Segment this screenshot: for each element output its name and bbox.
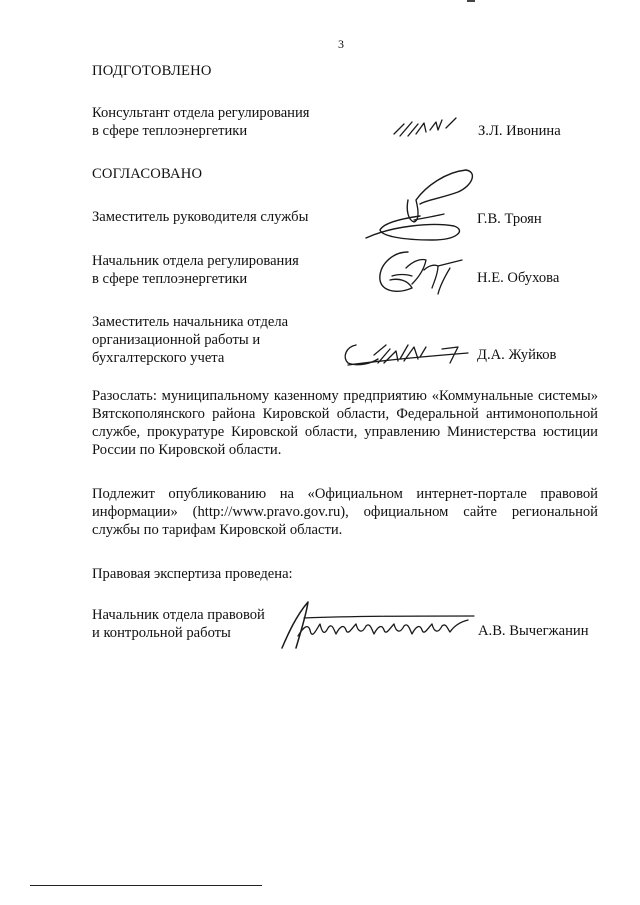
distribution-paragraph: Разослать: муниципальному казенному предприятию «Коммунальные системы» Вятскополянского района Кировской области, Федеральной антимонопольной службе, прокуратуре Кировской области, управлению Министерства юстиции России по Кировской области. bbox=[92, 388, 598, 458]
prepared-name: З.Л. Ивонина bbox=[478, 123, 561, 139]
signature-zhuykov bbox=[338, 333, 478, 373]
signatory-2-name: Н.Е. Обухова bbox=[477, 270, 560, 286]
signature-troyan bbox=[362, 160, 482, 245]
signatory-3-position: Заместитель начальника отдела организационной работы и бухгалтерского учета bbox=[92, 314, 289, 366]
agreed-heading: СОГЛАСОВАНО bbox=[92, 166, 203, 182]
page-number: 3 bbox=[338, 37, 344, 51]
legal-review-position: Начальник отдела правовой и контрольной работы bbox=[92, 607, 265, 641]
signature-obukhova bbox=[368, 240, 478, 300]
signatory-3-name: Д.А. Жуйков bbox=[477, 347, 557, 363]
signature-vychegzhanin bbox=[274, 596, 486, 652]
signatory-1-name: Г.В. Троян bbox=[477, 211, 542, 227]
prepared-heading: ПОДГОТОВЛЕНО bbox=[92, 63, 212, 79]
legal-review-name: А.В. Вычегжанин bbox=[478, 623, 589, 639]
legal-review-statement: Правовая экспертиза проведена: bbox=[92, 566, 293, 582]
signature-ivonina bbox=[390, 112, 470, 142]
footer-rule bbox=[30, 885, 262, 886]
publication-paragraph: Подлежит опубликованию на «Официальном интернет-портале правовой информации» (http://www.pravo.gov.ru), официальном сайте региональной службы по тарифам Кировской области. bbox=[92, 486, 598, 538]
signatory-2-position: Начальник отдела регулирования в сфере теплоэнергетики bbox=[92, 253, 299, 287]
prepared-position: Консультант отдела регулирования в сфере теплоэнергетики bbox=[92, 105, 310, 139]
signatory-1-position: Заместитель руководителя службы bbox=[92, 209, 309, 225]
scan-mark bbox=[467, 0, 475, 2]
